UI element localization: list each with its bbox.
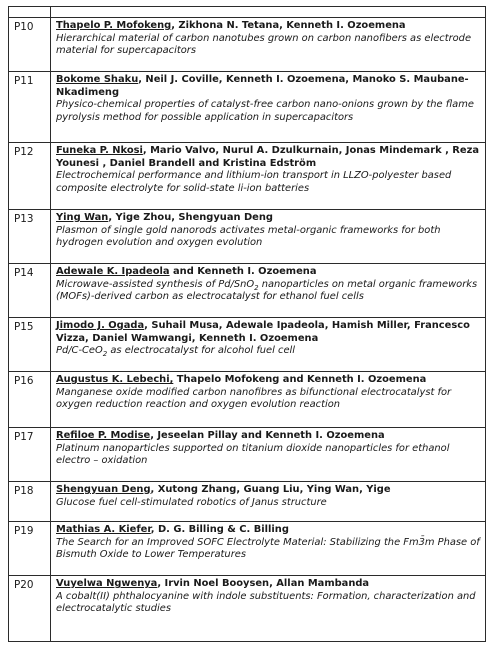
author-list bbox=[56, 266, 481, 279]
poster-code: P10 bbox=[9, 18, 51, 72]
presenting-author: Augustus K. Lebechi, bbox=[56, 374, 174, 385]
poster-title: Pd/C-CeO$_2$ as electrocatalyst for alcohol fuel cell bbox=[56, 345, 296, 358]
presenting-author: Adewale K. Ipadeola bbox=[56, 266, 170, 277]
presenting-author: Ying Wan bbox=[56, 212, 109, 223]
co-authors: and Kenneth I. Ozoemena bbox=[169, 266, 317, 277]
poster-details bbox=[51, 576, 486, 642]
table-row bbox=[9, 72, 486, 143]
table-row bbox=[9, 143, 486, 210]
poster-code: P18 bbox=[9, 482, 51, 522]
poster-title: Platinum nanoparticles supported on titanium dioxide nanoparticles for ethanol electro – oxidation bbox=[56, 442, 450, 466]
poster-schedule-table bbox=[8, 6, 486, 642]
presenting-author: Jimodo J. Ogada bbox=[56, 320, 145, 331]
poster-details bbox=[51, 482, 486, 522]
poster-code: P13 bbox=[9, 210, 51, 264]
author-list bbox=[56, 20, 481, 33]
poster-code: P14 bbox=[9, 264, 51, 318]
poster-details bbox=[51, 143, 486, 210]
poster-title: Physico-chemical properties of catalyst-free carbon nano-onions grown by the flame pyrolysis method for possible application in supercapacitors bbox=[56, 99, 474, 123]
presenting-author: Funeka P. Nkosi bbox=[56, 145, 143, 156]
author-list bbox=[56, 578, 481, 591]
poster-details bbox=[51, 522, 486, 576]
poster-title: Plasmon of single gold nanorods activates metal-organic frameworks for both hydrogen evolution and oxygen evolution bbox=[56, 224, 441, 248]
presenting-author: Thapelo P. Mofokeng bbox=[56, 20, 172, 31]
poster-details bbox=[51, 372, 486, 428]
co-authors: , Yige Zhou, Shengyuan Deng bbox=[108, 212, 273, 223]
presenting-author: Refiloe P. Modise bbox=[56, 430, 151, 441]
author-list bbox=[56, 374, 481, 387]
co-authors: , Xutong Zhang, Guang Liu, Ying Wan, Yige bbox=[150, 484, 391, 495]
poster-code: P12 bbox=[9, 143, 51, 210]
poster-code: P20 bbox=[9, 576, 51, 642]
presenting-author: Shengyuan Deng bbox=[56, 484, 151, 495]
poster-title: Electrochemical performance and lithium-ion transport in LLZO-polyester based composite electrolyte for solid-state li-ion batteries bbox=[56, 170, 452, 194]
table-row bbox=[9, 576, 486, 642]
author-list bbox=[56, 145, 481, 170]
poster-details bbox=[51, 72, 486, 143]
author-list bbox=[56, 430, 481, 443]
poster-code: P17 bbox=[9, 428, 51, 482]
co-authors: , Mario Valvo, Nurul A. Dzulkurnain, Jonas Mindemark , Reza Younesi , Daniel Brandell and Kristina Edström bbox=[56, 145, 479, 169]
poster-details bbox=[51, 318, 486, 372]
poster-title: A cobalt(II) phthalocyanine with indole substituents: Formation, characterization and electrocatalytic studies bbox=[56, 590, 476, 614]
author-list bbox=[56, 212, 481, 225]
presenting-author: Mathias A. Kiefer bbox=[56, 524, 151, 535]
author-list bbox=[56, 484, 481, 497]
presenting-author: Vuyelwa Ngwenya bbox=[56, 578, 158, 589]
co-authors: , Suhail Musa, Adewale Ipadeola, Hamish Miller, Francesco Vizza, Daniel Wamwangi, Kenneth I. Ozoemena bbox=[56, 320, 470, 344]
poster-code: P16 bbox=[9, 372, 51, 428]
co-authors: , Zikhona N. Tetana, Kenneth I. Ozoemena bbox=[171, 20, 406, 31]
co-authors: , Jeseelan Pillay and Kenneth I. Ozoemena bbox=[150, 430, 385, 441]
table-row bbox=[9, 264, 486, 318]
co-authors: Thapelo Mofokeng and Kenneth I. Ozoemena bbox=[173, 374, 427, 385]
co-authors: , Neil J. Coville, Kenneth I. Ozoemena, Manoko S. Maubane-Nkadimeng bbox=[56, 74, 469, 98]
table-row bbox=[9, 372, 486, 428]
presenting-author: Bokome Shaku bbox=[56, 74, 139, 85]
table-header-row bbox=[9, 7, 486, 18]
poster-details bbox=[51, 210, 486, 264]
table-row bbox=[9, 522, 486, 576]
author-list bbox=[56, 320, 481, 345]
author-list bbox=[56, 524, 481, 537]
poster-details bbox=[51, 264, 486, 318]
poster-details bbox=[51, 18, 486, 72]
poster-details bbox=[51, 428, 486, 482]
header-cell-code bbox=[9, 7, 51, 18]
poster-code: P15 bbox=[9, 318, 51, 372]
poster-code: P11 bbox=[9, 72, 51, 143]
poster-title: The Search for an Improved SOFC Electrolyte Material: Stabilizing the Fm3̄m Phase of Bismuth Oxide to Lower Temperatures bbox=[56, 536, 480, 560]
poster-title: Hierarchical material of carbon nanotubes grown on carbon nanofibers as electrode material for supercapacitors bbox=[56, 32, 472, 56]
co-authors: , D. G. Billing & C. Billing bbox=[150, 524, 289, 535]
table-row bbox=[9, 18, 486, 72]
table-row bbox=[9, 482, 486, 522]
co-authors: , Irvin Noel Booysen, Allan Mambanda bbox=[157, 578, 370, 589]
header-cell-content bbox=[51, 7, 486, 18]
author-list bbox=[56, 74, 481, 99]
table-row bbox=[9, 318, 486, 372]
poster-title: Glucose fuel cell-stimulated robotics of Janus structure bbox=[56, 496, 327, 508]
table-row bbox=[9, 428, 486, 482]
poster-title: Manganese oxide modified carbon nanofibres as bifunctional electrocatalyst for oxygen reduction reaction and oxygen evolution reaction bbox=[56, 386, 452, 410]
poster-code: P19 bbox=[9, 522, 51, 576]
table-row bbox=[9, 210, 486, 264]
poster-title: Microwave-assisted synthesis of Pd/SnO$_2$ nanoparticles on metal organic frameworks (MOFs)-derived carbon as electrocatalyst for ethanol fuel cells bbox=[56, 278, 478, 302]
